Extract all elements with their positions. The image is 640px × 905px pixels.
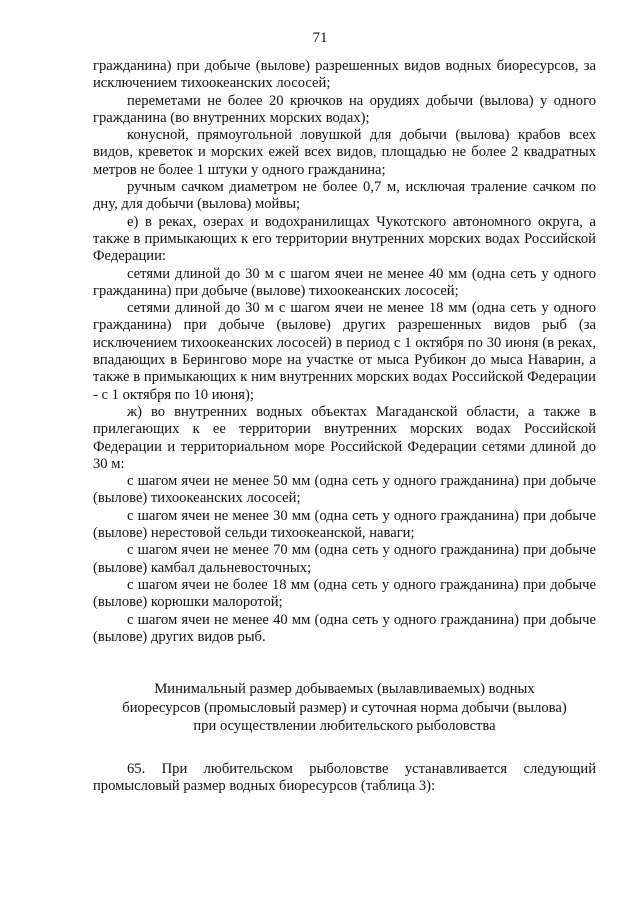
paragraph: с шагом ячеи не менее 40 мм (одна сеть у одного гражданина) при добыче (вылове) других видов рыб. bbox=[93, 611, 596, 645]
paragraph: сетями длиной до 30 м с шагом ячеи не менее 18 мм (одна сеть у одного гражданина) при добыче (вылове) других разрешенных видов рыб (за исключением тихоокеанских лососей) в период с 1 октября по 30 июня (в реках, впадающих в Берингово море на участке от мыса Рубикон до мыса Наварин, а также в примыкающих к ним внутренних морских водах Российской Федерации - с 1 октября по 10 июня); bbox=[93, 300, 596, 403]
section-heading bbox=[93, 680, 596, 736]
heading-line: Минимальный размер добываемых (вылавливаемых) водных bbox=[154, 681, 535, 698]
paragraph: ж) во внутренних водных объектах Магаданской области, а также в прилегающих к ее территории внутренних морских водах Российской Федерации и территориальном море Российской Федерации сетями длиной до 30 м: bbox=[93, 403, 596, 472]
paragraph: с шагом ячеи не менее 30 мм (одна сеть у одного гражданина) при добыче (вылове) нерестовой сельди тихоокеанской, наваги; bbox=[93, 507, 596, 542]
paragraph: с шагом ячеи не менее 50 мм (одна сеть у одного гражданина) при добыче (вылове) тихоокеанских лососей; bbox=[93, 473, 596, 507]
paragraph: гражданина) при добыче (вылове) разрешенных видов водных биоресурсов, за исключением тихоокеанских лососей; bbox=[93, 58, 596, 92]
paragraph: е) в реках, озерах и водохранилищах Чукотского автономного округа, а также в примыкающих к его территории внутренних морских водах Российской Федерации: bbox=[93, 213, 596, 265]
paragraph: сетями длиной до 30 м с шагом ячеи не менее 40 мм (одна сеть у одного гражданина) при добыче (вылове) тихоокеанских лососей; bbox=[93, 265, 596, 299]
clause-65 bbox=[93, 761, 596, 796]
paragraph: переметами не более 20 крючков на орудиях добычи (вылова) у одного гражданина (во внутренних морских водах); bbox=[93, 92, 596, 126]
heading-line: при осуществлении любительского рыболовства bbox=[193, 718, 496, 735]
body-text bbox=[93, 58, 596, 646]
heading-line: биоресурсов (промысловый размер) и суточная норма добычи (вылова) bbox=[122, 699, 567, 716]
paragraph: 65. При любительском рыболовстве устанавливается следующий промысловый размер водных биоресурсов (таблица 3): bbox=[93, 760, 596, 794]
paragraph: с шагом ячеи не более 18 мм (одна сеть у одного гражданина) при добыче (вылове) корюшки малоротой; bbox=[93, 576, 596, 611]
paragraph: с шагом ячеи не менее 70 мм (одна сеть у одного гражданина) при добыче (вылове) камбал дальневосточных; bbox=[93, 542, 596, 576]
paragraph: конусной, прямоугольной ловушкой для добычи (вылова) крабов всех видов, креветок и морских ежей всех видов, площадью не более 2 квадратных метров не более 1 штуки у одного гражданина; bbox=[93, 127, 596, 178]
paragraph: ручным сачком диаметром не более 0,7 м, исключая траление сачком по дну, для добычи (вылова) мойвы; bbox=[93, 179, 596, 213]
page-number: 71 bbox=[312, 30, 328, 46]
